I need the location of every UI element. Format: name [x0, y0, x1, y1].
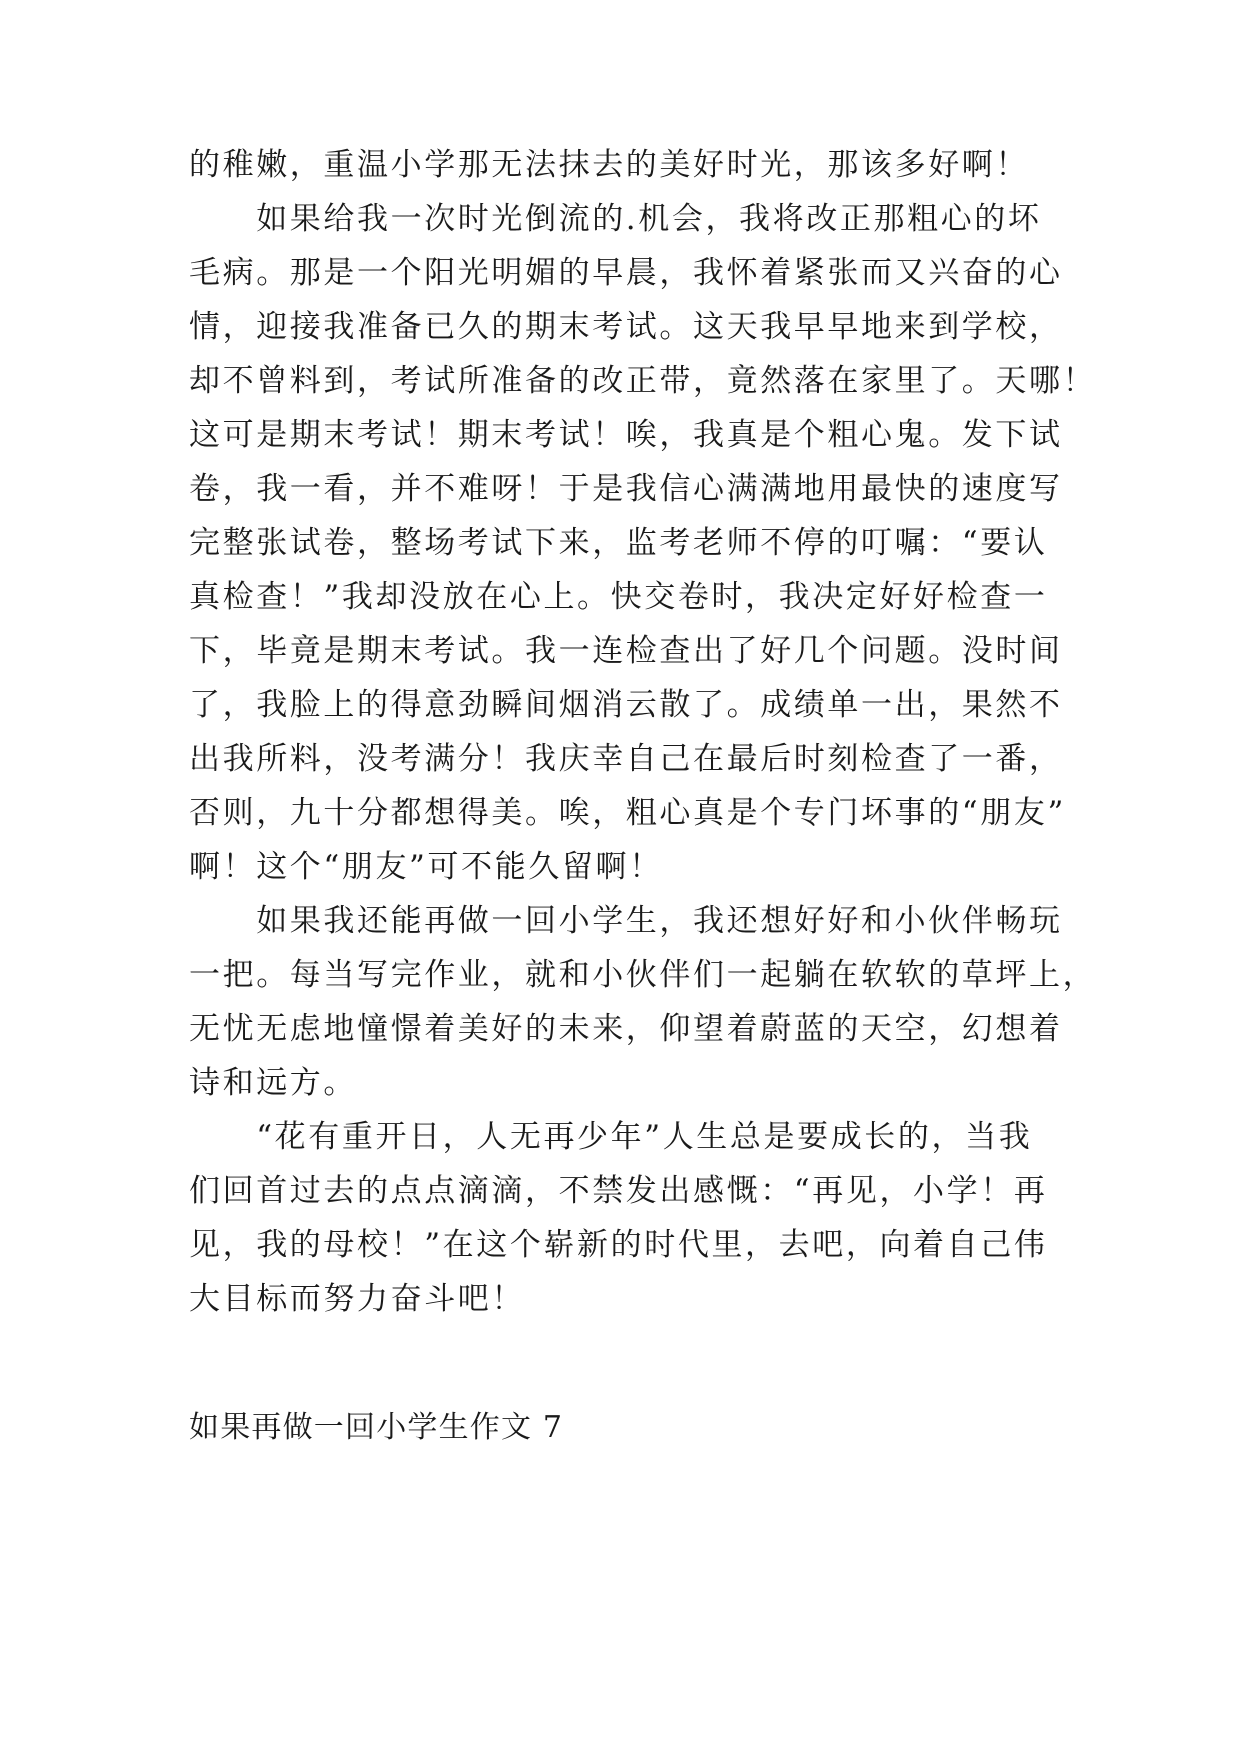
- text-line: 大目标而努力奋斗吧！: [189, 1281, 525, 1317]
- text-line: 毛病。那是一个阳光明媚的早晨，我怀着紧张而又兴奋的心: [189, 255, 1063, 291]
- text-line: “花有重开日，人无再少年”人生总是要成长的，当我: [189, 1119, 1033, 1155]
- section-heading: 如果再做一回小学生作文 7: [189, 1410, 564, 1445]
- text-line: 下，毕竟是期末考试。我一连检查出了好几个问题。没时间: [189, 633, 1063, 669]
- text-line: 如果给我一次时光倒流的.机会，我将改正那粗心的坏: [189, 201, 1042, 237]
- text-line: 这可是期末考试！期末考试！唉，我真是个粗心鬼。发下试: [189, 417, 1063, 453]
- text-line: 一把。每当写完作业，就和小伙伴们一起躺在软软的草坪上，: [189, 957, 1097, 993]
- text-line: 见，我的母校！”在这个崭新的时代里，去吧，向着自己伟: [189, 1227, 1048, 1263]
- text-line: 否则，九十分都想得美。唉，粗心真是个专门坏事的“朋友”: [189, 795, 1066, 831]
- text-line: 情，迎接我准备已久的期末考试。这天我早早地来到学校，: [189, 309, 1063, 345]
- text-line: 出我所料，没考满分！我庆幸自己在最后时刻检查了一番，: [189, 741, 1063, 777]
- text-line: 的稚嫩，重温小学那无法抹去的美好时光，那该多好啊！: [189, 147, 1029, 183]
- text-line: 完整张试卷，整场考试下来，监考老师不停的叮嘱：“要认: [189, 525, 1048, 561]
- text-line: 真检查！”我却没放在心上。快交卷时，我决定好好检查一: [189, 579, 1048, 615]
- text-line: 无忧无虑地憧憬着美好的未来，仰望着蔚蓝的天空，幻想着: [189, 1011, 1063, 1047]
- text-line: 如果我还能再做一回小学生，我还想好好和小伙伴畅玩: [189, 903, 1063, 939]
- text-line: 诗和远方。: [189, 1065, 357, 1101]
- text-line: 卷，我一看，并不难呀！于是我信心满满地用最快的速度写: [189, 471, 1063, 507]
- text-line: 们回首过去的点点滴滴，不禁发出感慨：“再见，小学！再: [189, 1173, 1048, 1209]
- text-line: 啊！这个“朋友”可不能久留啊！: [189, 849, 663, 885]
- text-line: 了，我脸上的得意劲瞬间烟消云散了。成绩单一出，果然不: [189, 687, 1063, 723]
- text-line: 却不曾料到，考试所准备的改正带，竟然落在家里了。天哪！: [189, 363, 1097, 399]
